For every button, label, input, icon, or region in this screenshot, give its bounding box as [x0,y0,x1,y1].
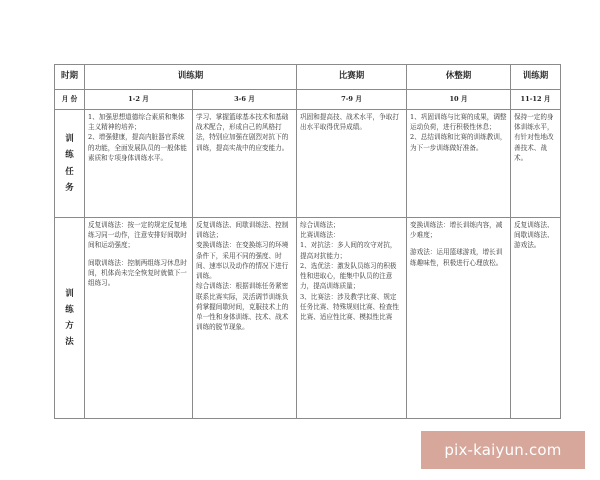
task-paragraph: 保持一定的身体训练水平，有针对性地改善技术、战术。 [514,113,554,162]
header-row [55,65,561,90]
month-1: 1-2 月 [85,90,193,110]
method-paragraph: 2、选优法：激发队员练习的积极性和进取心，能集中队员的注意力，提高训练质量； [300,261,397,291]
month-5: 11-12 月 [511,90,561,110]
method-cell-3 [297,218,407,419]
period-training-2: 训练期 [511,65,561,90]
task-cell-3 [297,110,407,218]
method-paragraph: 1、对抗法：多人间的攻守对抗，提高对抗能力； [300,241,397,260]
task-label [55,110,85,218]
method-paragraph: 游戏法：运用篮球游戏，增长训练趣味性，积极进行心理放松。 [410,248,503,267]
method-paragraph: 间歇训练法：控制两组练习休息时间，机体尚未完全恢复时就做下一组练习。 [88,258,187,288]
task-cell-1 [85,110,193,218]
method-paragraph: 3、比赛法：涉及教学比赛、规定任务比赛、特殊规则比赛、检查性比赛、适应性比赛、模拟性比赛 [300,292,399,321]
method-paragraph: 反复训练法、间歇训练法、游戏法。 [514,221,554,250]
task-paragraph: 2、增强健康，提高内脏器官系统的功能，全面发展队员的一般体能素质和专项身体训练水平。 [88,133,187,162]
method-label-char: 练 [65,304,74,315]
period-rest: 休整期 [407,65,511,90]
training-plan-table [54,64,561,419]
month-3: 7-9 月 [297,90,407,110]
method-label-char: 方 [65,321,74,331]
method-paragraph: 变换训练法：在变换练习的环境条件下，采用不同的强度、时间、速率以及动作的情况下进行训练。 [196,241,289,281]
method-cell-2 [193,218,297,419]
method-paragraph: 变换训练法：增长训练内容，减少难度； [410,221,503,240]
task-label-char: 训 [65,134,74,145]
method-cell-5 [511,218,561,419]
method-label-char: 法 [65,337,74,348]
task-label-char: 务 [65,182,74,193]
period-header: 时期 [55,65,85,90]
month-header: 月 份 [55,90,85,110]
method-label-char: 训 [65,288,74,299]
method-paragraph: 综合训练法； [300,221,340,229]
task-cell-5 [511,110,561,218]
watermark: pix-kaiyun.com [421,431,585,469]
task-paragraph: 巩固和提高技、战术水平，争取打出水平取得优异成绩。 [300,113,399,132]
period-training-1: 训练期 [85,65,297,90]
method-row [55,218,561,419]
task-paragraph: 1、巩固训练与比赛的成果，调整运动负荷，进行积极性休息； [410,113,507,132]
month-row [55,90,561,110]
task-row [55,110,561,218]
task-paragraph: 1、加强思想道德综合素质和集体主义精神的培养； [88,113,185,132]
task-label-char: 任 [65,166,74,177]
method-paragraph: 比赛训练法： [300,231,340,240]
task-cell-4 [407,110,511,218]
method-paragraph: 反复训练法：按一定的规定反复地练习同一动作，注意安排好间歇时间和运动强度； [88,221,187,250]
month-2: 3-6 月 [193,90,297,110]
task-cell-2 [193,110,297,218]
task-paragraph: 学习、掌握篮球基本技术和基础战术配合，形成自己的风格打法，特别应加强在剧烈对抗下的训练，提高实战中的应变能力。 [196,113,289,152]
task-label-char: 练 [65,150,74,161]
method-label [55,218,85,419]
method-paragraph: 反复训练法、间歇训练法、控制训练法； [196,221,289,240]
method-cell-4 [407,218,511,419]
method-cell-1 [85,218,193,419]
task-paragraph: 2、总结训练和比赛的训练教训，为下一步训练做好准备。 [410,133,507,152]
method-paragraph: 综合训练法：根据训练任务紧密联系比赛实际，灵活调节训练负荷掌握间歇时间，克服技术上的单一性和身体训练、技术、战术训练的脱节现象。 [196,282,289,332]
month-4: 10 月 [407,90,511,110]
period-competition: 比赛期 [297,65,407,90]
